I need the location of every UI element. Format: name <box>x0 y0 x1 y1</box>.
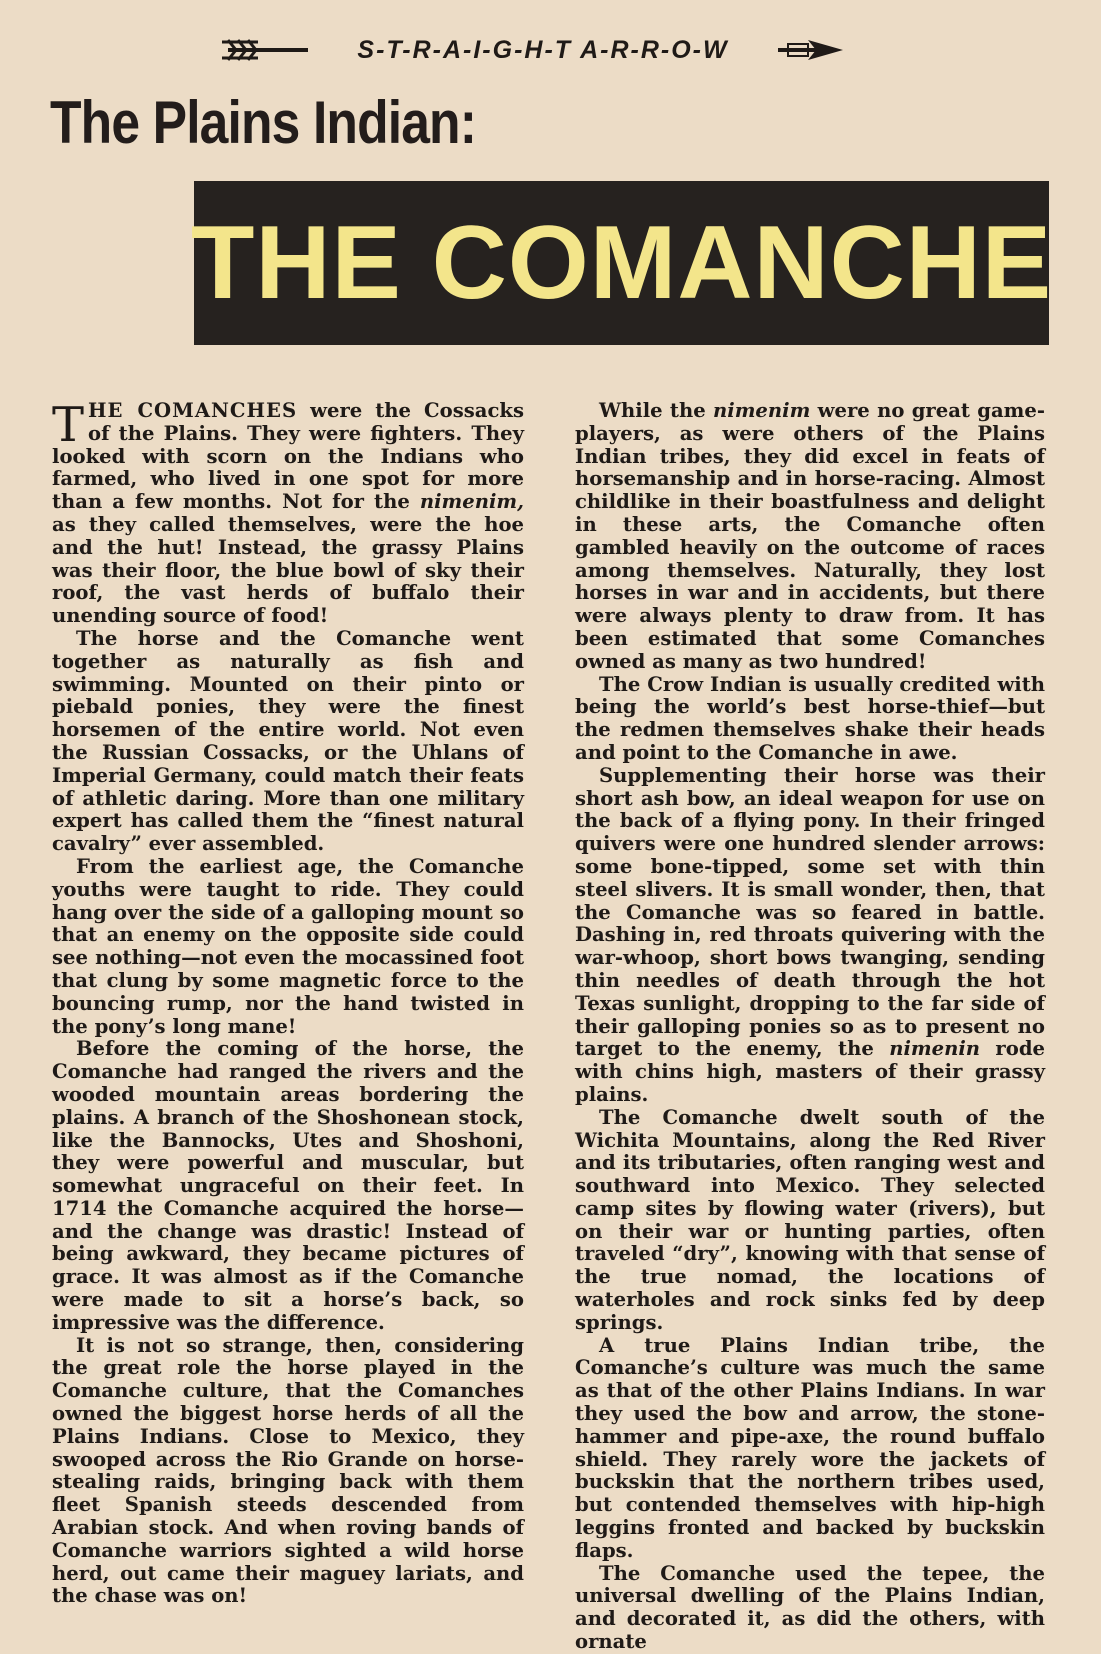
emphasis: nimenim <box>713 399 811 422</box>
emphasis: nimenin <box>889 1037 981 1061</box>
title-banner <box>190 181 1053 345</box>
text-span: While the <box>599 399 714 422</box>
paragraph: From the earliest age, the Comanche youths were taught to ride. They could hang over the side of a galloping mount so that an enemy on the opposite side could see nothing—not even the mocassined foot that clung by some magnetic force to the bouncing rump, nor the hand twisted in the pony’s long mane! <box>52 854 524 1038</box>
series-title: S-T-R-A-I-G-H-T A-R-R-O-W <box>308 32 778 68</box>
paragraph: A true Plains Indian tribe, the Comanche’s culture was much the same as that of the other Plains Indians. In war they used the bow and arrow, the stone-hammer and pipe-axe, the round buffalo shield. They rarely wore the jackets of buckskin that the northern tribes used, but contended themselves with hip-high leggins fronted and backed by buckskin flaps. <box>575 1333 1045 1562</box>
left-column <box>52 397 524 1608</box>
text-span: were the Cossacks of the Plains. They were fighters. They looked with scorn on the Indians who farmed, who lived in one spot for more than a few months. Not for the <box>52 399 524 514</box>
paragraph: The Crow Indian is usually credited with being the world’s best horse-thief—but the redmen themselves shake their heads and point to the Comanche in awe. <box>575 672 1045 764</box>
text-span: rode with chins high, masters of their grassy plains. <box>575 1037 1045 1106</box>
paragraph: The horse and the Comanche went together as naturally as fish and swimming. Mounted on their pinto or piebald ponies, they were the finest horsemen of the entire world. Not even the Russian Cossacks, or the Uhlans of Imperial Germany, could match their feats of athletic daring. More than one military expert has called them the “finest natural cavalry” ever assembled. <box>52 626 524 856</box>
emphasis: nimenim, <box>419 490 524 514</box>
paragraph: It is not so strange, then, considering the great role the horse played in the Comanche culture, that the Comanches owned the biggest horse herds of all the Plains Indians. Close to Mexico, they swooped across the Rio Grande on horse-stealing raids, bringing back with them fleet Spanish steeds descended from Arabian stock. And when roving bands of Comanche warriors sighted a wild horse herd, out came their maguey lariats, and the chase was on! <box>52 1333 524 1608</box>
right-column <box>575 400 1045 1654</box>
paragraph: The Comanche dwelt south of the Wichita Mountains, along the Red River and its tributaries, often ranging west and southward into Mexico. They selected camp sites by flowing water (rivers), but on their war or hunting parties, often traveled “dry”, knowing with that sense of the true nomad, the locations of waterholes and rock sinks fed by deep springs. <box>575 1105 1045 1334</box>
text-span: were no great game-players, as were others of the Plains Indian tribes, they did excel in feats of horsemanship and in horse-racing. Almost childlike in their boastfulness and delight in these arts, the Comanche often gambled heavily on the outcome of races among themselves. Naturally, they lost horses in war and in accidents, but there were always plenty to draw from. It has been estimated that some Comanches owned as many as two hundred! <box>575 399 1046 673</box>
paragraph: Before the coming of the horse, the Comanche had ranged the rivers and the wooded mountain areas bordering the plains. A branch of the Shoshonean stock, like the Bannocks, Utes and Shoshoni, they were powerful and muscular, but somewhat ungraceful on their feet. In 1714 the Comanche acquired the horse—and the change was drastic! Instead of being awkward, they became pictures of grace. It was almost as if the Comanche were made to sit a horse’s back, so impressive was the difference. <box>52 1037 524 1334</box>
paragraph <box>52 397 524 628</box>
article-kicker: The Plains Indian: <box>50 89 477 156</box>
article-title: THE COMANCHE <box>190 204 1053 321</box>
text-span: Supplementing their horse was their short ash bow, an ideal weapon for use on the back of a flying pony. In their fringed quivers were one hundred slender arrows: some bone-tipped, some set with thin steel slivers. It is small wonder, then, that the Comanche was so feared in battle. Dashing in, red throats quivering with the war-whoop, short bows twanging, sending thin needles of death through the hot Texas sunlight, dropping to the far side of their galloping ponies so as to present no target to the enemy, the <box>575 763 1045 1061</box>
lead-words: HE COMANCHES <box>88 399 298 422</box>
text-span: as they called themselves, were the hoe and the hut! Instead, the grassy Plains was their floor, the blue bowl of sky their roof, the vast herds of buffalo their unending source of food! <box>52 512 524 628</box>
drop-cap: T <box>52 397 85 453</box>
paragraph <box>575 765 1045 1107</box>
series-header <box>218 30 878 70</box>
paragraph: The Comanche used the tepee, the universal dwelling of the Plains Indian, and decorated it, as did the others, with ornate <box>575 1561 1045 1654</box>
paragraph <box>575 400 1045 674</box>
